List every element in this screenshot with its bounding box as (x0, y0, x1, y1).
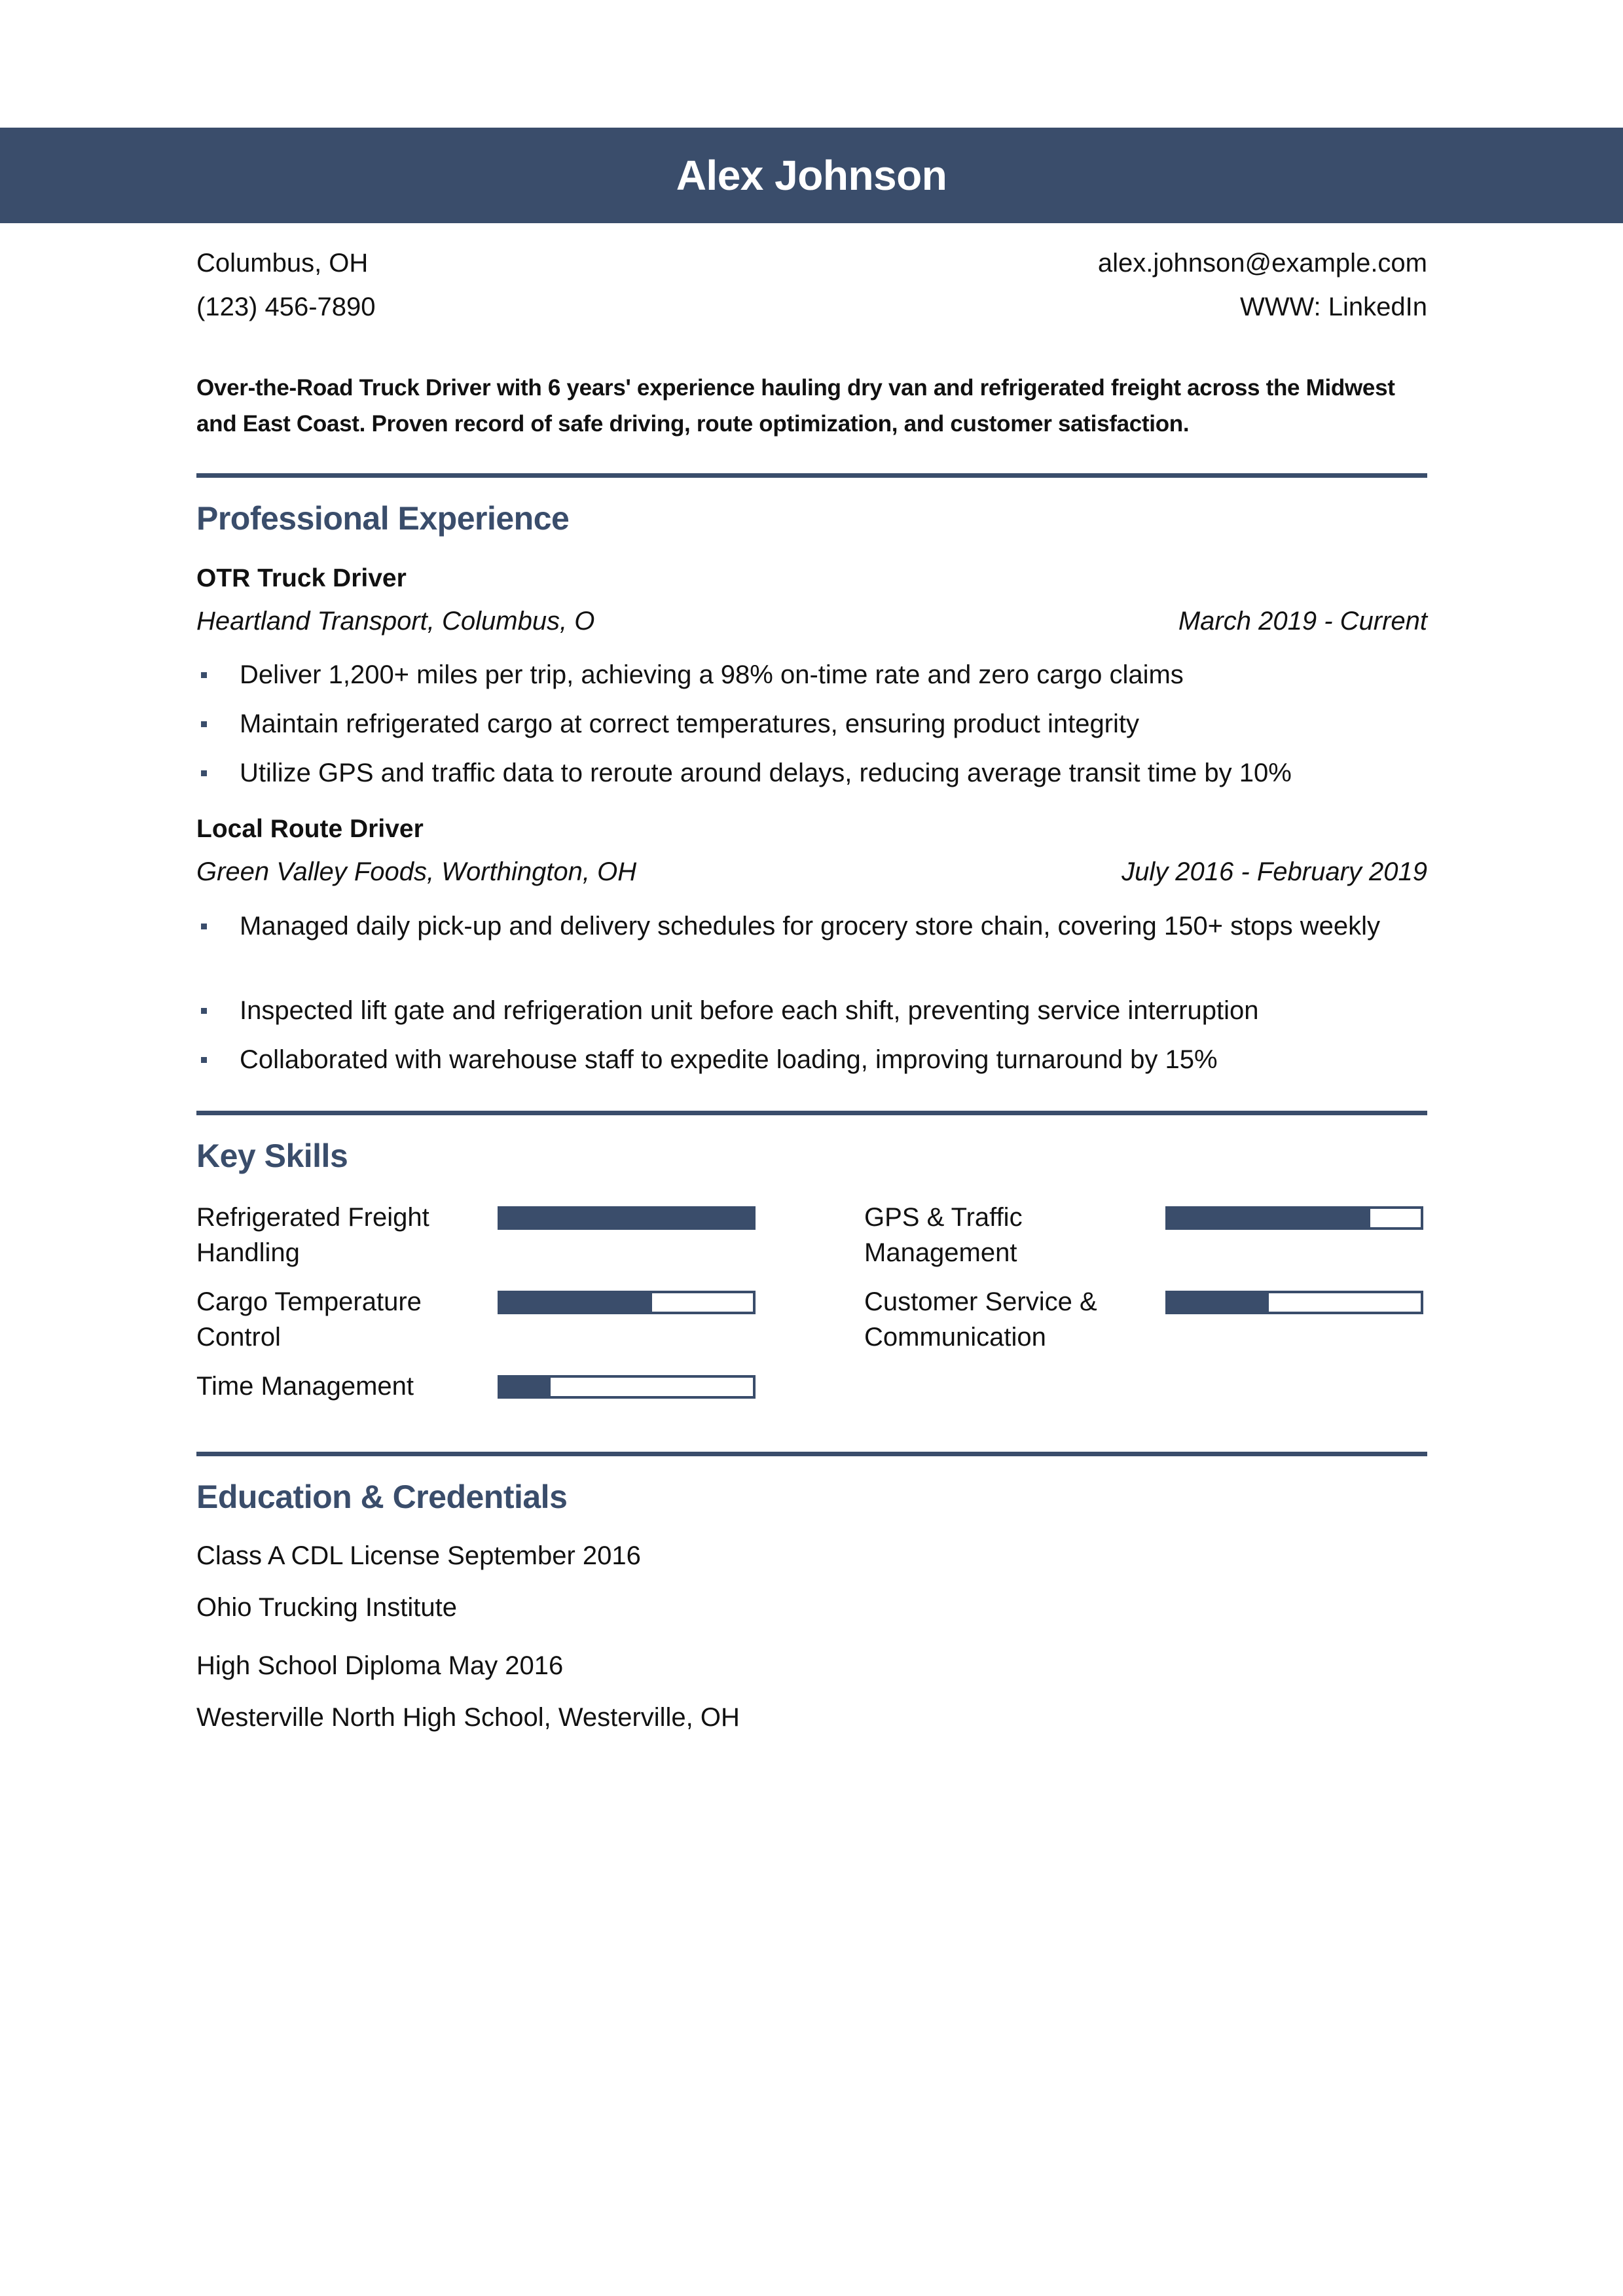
education-institution: Westerville North High School, Westerville, OH (196, 1703, 740, 1732)
skill-level-bar (1165, 1206, 1423, 1230)
contact-phone: (123) 456-7890 (196, 293, 376, 321)
name-header-band (0, 128, 1623, 223)
section-divider (196, 473, 1427, 478)
skill-level-bar (498, 1291, 756, 1314)
skill-level-bar (498, 1375, 756, 1399)
square-bullet-icon (201, 721, 207, 727)
candidate-name: Alex Johnson (676, 152, 947, 199)
skills-section-title: Key Skills (196, 1138, 348, 1174)
job-bullet-text: Managed daily pick-up and delivery schedules for grocery store chain, covering 150+ stops weekly (240, 912, 1381, 941)
skill-level-fill (1168, 1209, 1370, 1227)
skill-level-fill (500, 1209, 753, 1227)
job-bullet-text: Utilize GPS and traffic data to reroute around delays, reducing average transit time by 10% (240, 759, 1292, 787)
education-section-title: Education & Credentials (196, 1479, 568, 1515)
job-title: OTR Truck Driver (196, 564, 407, 592)
square-bullet-icon (201, 1057, 207, 1063)
education-credential: High School Diploma May 2016 (196, 1651, 564, 1680)
square-bullet-icon (201, 770, 207, 776)
skill-label: Customer Service & Communication (864, 1287, 1097, 1352)
skill-label: Refrigerated Freight Handling (196, 1203, 429, 1267)
job-bullet-text: Inspected lift gate and refrigeration unit before each shift, preventing service interruption (240, 996, 1259, 1025)
square-bullet-icon (201, 1008, 207, 1014)
job-dates: March 2019 - Current (1178, 607, 1427, 636)
contact-email[interactable]: alex.johnson@example.com (1097, 249, 1427, 278)
square-bullet-icon (201, 924, 207, 929)
skill-level-fill (1168, 1293, 1269, 1312)
contact-website[interactable]: WWW: LinkedIn (1240, 293, 1427, 321)
professional-summary: Over-the-Road Truck Driver with 6 years' experience hauling dry van and refrigerated freight across the Midwest and East Coast. Proven record of safe driving, route optimization, and customer satisfaction. (196, 375, 1395, 437)
job-bullet-text: Collaborated with warehouse staff to expedite loading, improving turnaround by 15% (240, 1045, 1218, 1074)
square-bullet-icon (201, 672, 207, 678)
skill-level-bar (498, 1206, 756, 1230)
skill-label: Time Management (196, 1372, 414, 1401)
job-bullet-text: Deliver 1,200+ miles per trip, achieving a 98% on-time rate and zero cargo claims (240, 660, 1184, 689)
skill-level-fill (500, 1293, 652, 1312)
job-company: Heartland Transport, Columbus, O (196, 607, 595, 636)
job-dates: July 2016 - February 2019 (1122, 857, 1427, 886)
skill-level-bar (1165, 1291, 1423, 1314)
experience-section-title: Professional Experience (196, 500, 570, 537)
job-bullet-text: Maintain refrigerated cargo at correct temperatures, ensuring product integrity (240, 709, 1140, 738)
skill-label: GPS & Traffic Management (864, 1203, 1023, 1267)
section-divider (196, 1111, 1427, 1115)
job-company: Green Valley Foods, Worthington, OH (196, 857, 637, 886)
education-institution: Ohio Trucking Institute (196, 1593, 457, 1622)
skill-level-fill (500, 1378, 551, 1396)
education-credential: Class A CDL License September 2016 (196, 1541, 641, 1570)
job-title: Local Route Driver (196, 815, 424, 843)
skill-label: Cargo Temperature Control (196, 1287, 422, 1352)
section-divider (196, 1452, 1427, 1456)
contact-location: Columbus, OH (196, 249, 369, 278)
